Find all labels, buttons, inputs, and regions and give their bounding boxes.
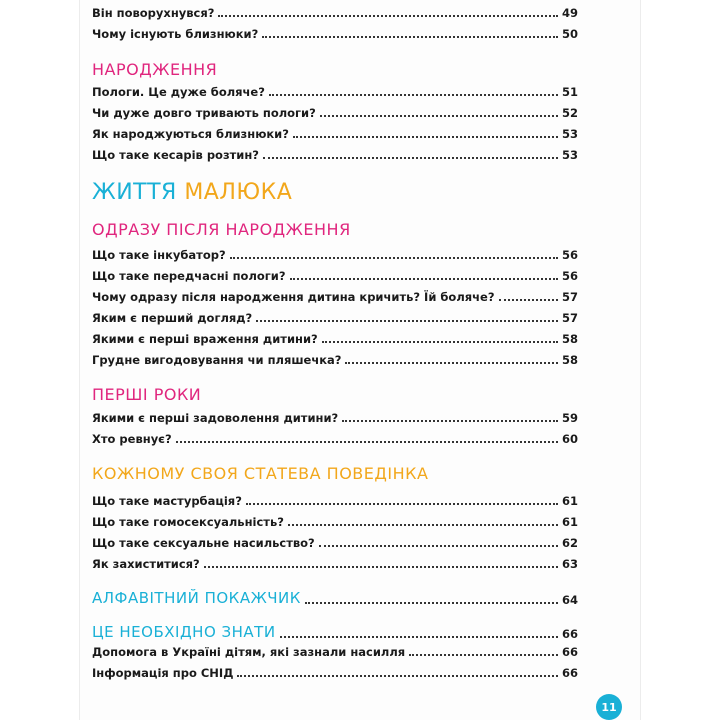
- dot-leader: [345, 362, 558, 364]
- toc-entry-title: Що таке кесарів розтин?: [92, 148, 259, 162]
- toc-entry-title: Грудне вигодовування чи пляшечка?: [92, 353, 342, 367]
- toc-entry-page: 59: [561, 411, 578, 425]
- dot-leader: [262, 36, 558, 38]
- toc-entry-title: Пологи. Це дуже боляче?: [92, 85, 265, 99]
- toc-entry-title: Як захиститися?: [92, 557, 200, 571]
- dot-leader: [305, 602, 558, 604]
- toc-entry-page: 56: [561, 269, 578, 283]
- dot-leader: [230, 257, 558, 259]
- toc-entry-title: Якими є перші задоволення дитини?: [92, 411, 339, 425]
- dot-leader: [293, 136, 558, 138]
- dot-leader: [290, 278, 558, 280]
- toc-entry[interactable]: [92, 662, 578, 680]
- toc-entry-page: 60: [561, 432, 578, 446]
- toc-entry-title: Чому існують близнюки?: [92, 27, 259, 41]
- toc-entry-page: 62: [561, 536, 578, 550]
- toc-entry-title: Чи дуже довго тривають пологи?: [92, 106, 316, 120]
- dot-leader: [246, 503, 558, 505]
- toc-entry-title: Що таке інкубатор?: [92, 248, 226, 262]
- toc-index-entry[interactable]: [92, 585, 578, 607]
- toc-entry-title: Як народжуються близнюки?: [92, 127, 289, 141]
- toc-entry[interactable]: [92, 144, 578, 162]
- dot-leader: [256, 320, 558, 322]
- dot-leader: [263, 157, 558, 159]
- toc-entry-page: 53: [561, 127, 578, 141]
- toc-entry-title: ЦЕ НЕОБХІДНО ЗНАТИ: [92, 623, 276, 641]
- dot-leader: [269, 94, 558, 96]
- toc-entry-page: 51: [561, 85, 578, 99]
- part-title-first: ЖИТТЯ: [92, 180, 177, 205]
- dot-leader: [319, 545, 558, 547]
- toc-entry-page: 66: [561, 627, 578, 641]
- toc-entry[interactable]: [92, 532, 578, 550]
- toc-entry[interactable]: [92, 265, 578, 283]
- toc-entry-title: Що таке сексуальне насильство?: [92, 536, 315, 550]
- toc-entry-title: Що таке передчасні пологи?: [92, 269, 286, 283]
- toc-entry[interactable]: [92, 286, 578, 304]
- toc-entry[interactable]: [92, 81, 578, 99]
- toc-entry[interactable]: [92, 2, 578, 20]
- toc-entry-title: Він поворухнувся?: [92, 6, 215, 20]
- toc-entry-page: 52: [561, 106, 578, 120]
- toc-entry-title: Що таке мастурбація?: [92, 494, 242, 508]
- dot-leader: [322, 341, 558, 343]
- toc-entry[interactable]: [92, 102, 578, 120]
- toc-entry-title: Що таке гомосексуальність?: [92, 515, 284, 529]
- page-number-badge: 11: [596, 694, 622, 720]
- dot-leader: [342, 420, 558, 422]
- toc-entry-page: 61: [561, 494, 578, 508]
- toc-entry-page: 66: [561, 666, 578, 680]
- toc-entry[interactable]: [92, 490, 578, 508]
- toc-entry-title: Чому одразу після народження дитина кричить? Їй боляче?: [92, 290, 495, 304]
- toc-entry-title: Яким є перший догляд?: [92, 311, 253, 325]
- dot-leader: [288, 524, 558, 526]
- toc-entry-title: Якими є перші враження дитини?: [92, 332, 318, 346]
- toc-entry-page: 58: [561, 332, 578, 346]
- dot-leader: [409, 654, 558, 656]
- toc-entry-page: 63: [561, 557, 578, 571]
- section-heading: НАРОДЖЕННЯ: [92, 60, 218, 79]
- dot-leader: [176, 441, 558, 443]
- toc-entry-page: 64: [561, 593, 578, 607]
- toc-entry[interactable]: [92, 244, 578, 262]
- dot-leader: [204, 566, 558, 568]
- toc-entry[interactable]: [92, 328, 578, 346]
- dot-leader: [499, 299, 558, 301]
- toc-entry-page: 61: [561, 515, 578, 529]
- toc-entry[interactable]: [92, 553, 578, 571]
- toc-entry-page: 57: [561, 290, 578, 304]
- dot-leader: [237, 675, 558, 677]
- section-heading: ПЕРШІ РОКИ: [92, 385, 202, 404]
- toc-entry[interactable]: [92, 428, 578, 446]
- toc-entry-title: Інформація про СНІД: [92, 666, 234, 680]
- section-heading: ОДРАЗУ ПІСЛЯ НАРОДЖЕННЯ: [92, 220, 351, 239]
- toc-entry[interactable]: [92, 407, 578, 425]
- part-title-second: МАЛЮКА: [184, 180, 293, 205]
- toc-entry-title: АЛФАВІТНИЙ ПОКАЖЧИК: [92, 589, 301, 607]
- toc-entry[interactable]: [92, 307, 578, 325]
- toc-entry-page: 50: [561, 27, 578, 41]
- dot-leader: [280, 636, 558, 638]
- toc-entry-page: 53: [561, 148, 578, 162]
- toc-entry[interactable]: [92, 511, 578, 529]
- toc-entry-page: 66: [561, 645, 578, 659]
- toc-entry-page: 56: [561, 248, 578, 262]
- toc-entry[interactable]: [92, 641, 578, 659]
- dot-leader: [218, 15, 558, 17]
- toc-entry[interactable]: [92, 23, 578, 41]
- toc-entry-page: 58: [561, 353, 578, 367]
- toc-entry[interactable]: [92, 123, 578, 141]
- toc-entry-page: 49: [561, 6, 578, 20]
- section-heading: КОЖНОМУ СВОЯ СТАТЕВА ПОВЕДІНКА: [92, 464, 429, 483]
- toc-must-know-entry[interactable]: [92, 619, 578, 641]
- toc-entry-title: Допомога в Україні дітям, які зазнали насилля: [92, 645, 406, 659]
- toc-entry[interactable]: [92, 349, 578, 367]
- toc-entry-page: 57: [561, 311, 578, 325]
- dot-leader: [320, 115, 558, 117]
- part-title: [92, 180, 292, 205]
- toc-entry-title: Хто ревнує?: [92, 432, 172, 446]
